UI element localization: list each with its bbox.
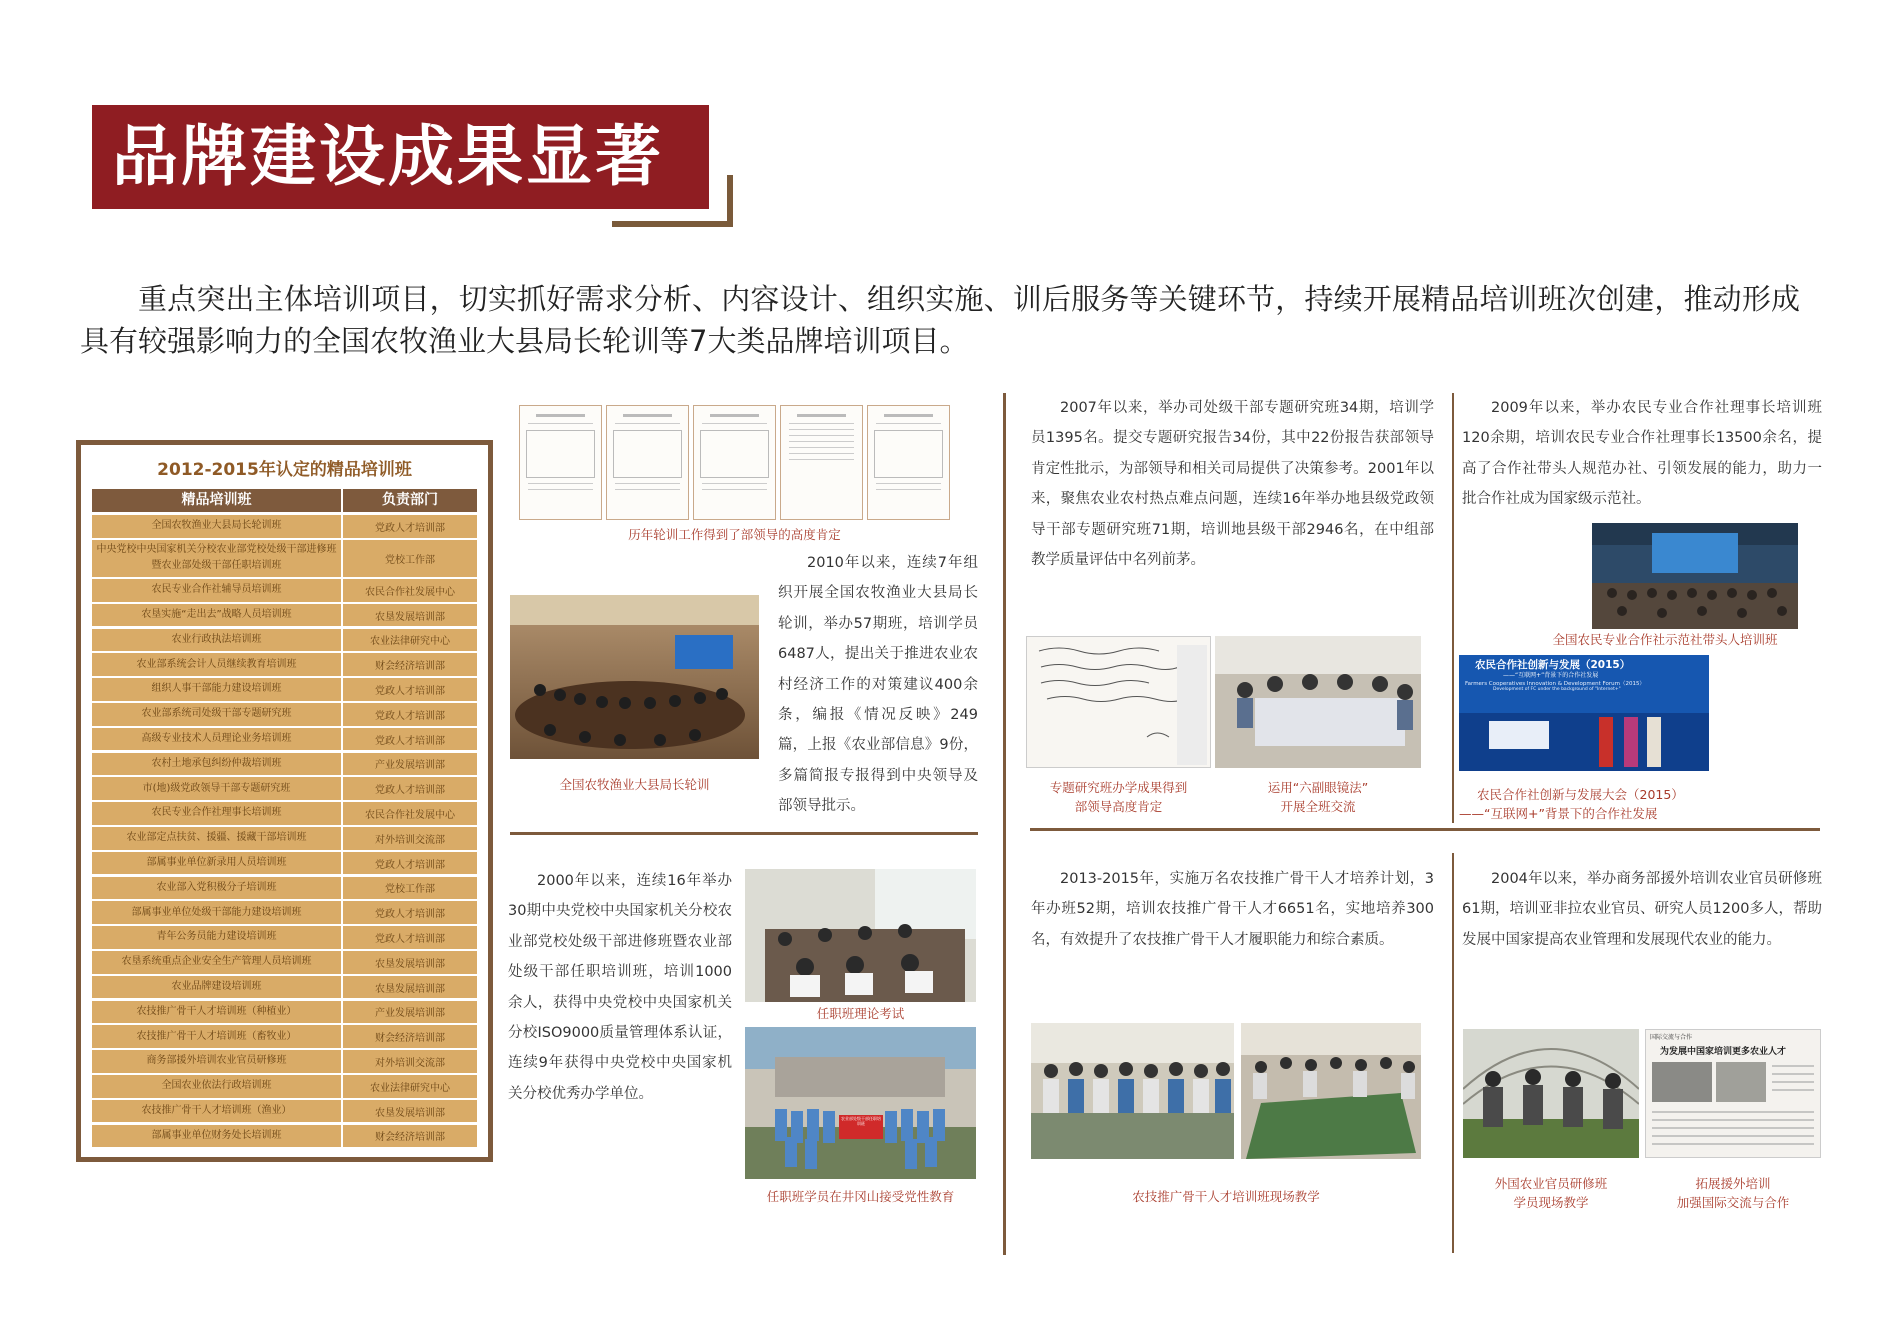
caption-line: 外国农业官员研修班 xyxy=(1494,1176,1608,1191)
table-cell-dept: 财会经济培训部 xyxy=(343,653,477,676)
table-cell-course: 农业品牌建设培训班 xyxy=(92,976,341,999)
table-cell-dept: 党政人才培训部 xyxy=(343,678,477,701)
forum-english-title: Farmers Cooperatives Innovation & Development Forum（2015） xyxy=(1465,681,1645,687)
table-row xyxy=(92,777,477,800)
caption-line: 开展全班交流 xyxy=(1280,799,1356,814)
table-row xyxy=(92,852,477,875)
caption-line: 加强国际交流与合作 xyxy=(1676,1195,1790,1210)
table-cell-dept: 党政人才培训部 xyxy=(343,777,477,800)
table-header-course: 精品培训班 xyxy=(92,489,341,512)
table-cell-dept: 农垦发展培训部 xyxy=(343,976,477,999)
table-row xyxy=(92,728,477,751)
table-cell-course: 农业部入党积极分子培训班 xyxy=(92,877,341,900)
red-banner-text: 农业部处级干部任职培训班 xyxy=(841,1116,881,1126)
table-row xyxy=(92,540,477,577)
table-cell-dept: 农民合作社发展中心 xyxy=(343,802,477,825)
table-row xyxy=(92,976,477,999)
table-cell-dept: 对外培训交流部 xyxy=(343,827,477,850)
table-cell-dept: 农垦发展培训部 xyxy=(343,951,477,974)
table-cell-dept: 党政人才培训部 xyxy=(343,728,477,751)
table-cell-dept: 农民合作社发展中心 xyxy=(343,579,477,602)
table-row xyxy=(92,901,477,924)
approval-document-image xyxy=(606,405,689,520)
table-cell-course: 部属事业单位新录用人员培训班 xyxy=(92,852,341,875)
greenhouse-teaching-photo xyxy=(1463,1029,1639,1158)
table-cell-course: 农垦实施“走出去”战略人员培训班 xyxy=(92,604,341,627)
table-cell-course: 全国农牧渔业大县局长轮训班 xyxy=(92,515,341,538)
table-cell-dept: 农业法律研究中心 xyxy=(343,1075,477,1098)
table-cell-dept: 财会经济培训部 xyxy=(343,1025,477,1048)
table-cell-dept: 农垦发展培训部 xyxy=(343,604,477,627)
caption-exam: 任职班理论考试 xyxy=(816,1006,905,1021)
table-row xyxy=(92,604,477,627)
table-row xyxy=(92,926,477,949)
caption-juzhang-photo: 全国农牧渔业大县局长轮训 xyxy=(559,777,710,792)
table-cell-course: 农技推广骨干人才培训班（种植业） xyxy=(92,1001,341,1024)
table-cell-dept: 产业发展培训部 xyxy=(343,753,477,776)
column-divider xyxy=(1452,853,1454,1253)
table-cell-course: 农垦系统重点企业安全生产管理人员培训班 xyxy=(92,951,341,974)
forum-subtitle: ——“互联网+”背景下的合作社发展 xyxy=(1503,672,1599,679)
caption-hezuoshe-bottom xyxy=(1459,785,1709,823)
newspaper-headline: 为发展中国家培训更多农业人才 xyxy=(1660,1047,1787,1057)
model-display-photo xyxy=(1241,1023,1421,1159)
table-row xyxy=(92,802,477,825)
dangxiao-text: 2000年以来，连续16年举办30期中央党校中央国家机关分校农业部党校处级干部进修班暨农业部处级干部任职培训班，培训1000余人，获得中央党校中央国家机关分校ISO9000质量管理体系认证，连续9年获得中央党校中央国家机关分校优秀办学单位。 xyxy=(508,873,732,1102)
table-row xyxy=(92,1001,477,1024)
table-row xyxy=(92,629,477,652)
table-cell-course: 农业行政执法培训班 xyxy=(92,629,341,652)
table-row xyxy=(92,653,477,676)
caption-yuanwai-right xyxy=(1645,1174,1821,1212)
approval-document-image xyxy=(519,405,602,520)
table-cell-course: 农业部定点扶贫、援疆、援藏干部培训班 xyxy=(92,827,341,850)
intro-paragraph: 重点突出主体培训项目，切实抓好需求分析、内容设计、组织实施、训后服务等关键环节，持续开展精品培训班次创建，推动形成具有较强影响力的全国农牧渔业大县局长轮训等7大类品牌培训项目。 xyxy=(80,282,1800,358)
caption-line: 部领导高度肯定 xyxy=(1074,799,1163,814)
table-row xyxy=(92,827,477,850)
caption-yuanwai-left xyxy=(1463,1174,1639,1212)
table-cell-dept: 党政人才培训部 xyxy=(343,703,477,726)
title-bracket xyxy=(612,221,733,227)
table-cell-dept: 产业发展培训部 xyxy=(343,1001,477,1024)
table-cell-dept: 财会经济培训部 xyxy=(343,1125,477,1148)
table-row xyxy=(92,1125,477,1148)
forum-title: 农民合作社创新与发展（2015） xyxy=(1475,659,1631,671)
yuanwai-text: 2004年以来，举办商务部援外培训农业官员研修班61期，培训亚非拉农业官员、研究人员1200多人，帮助发展中国家提高农业管理和发展现代农业的能力。 xyxy=(1462,871,1822,948)
section-divider xyxy=(510,832,978,835)
table-cell-course: 全国农业依法行政培训班 xyxy=(92,1075,341,1098)
table-cell-dept: 农业法律研究中心 xyxy=(343,629,477,652)
caption-jinggangshan: 任职班学员在井冈山接受党性教育 xyxy=(766,1189,955,1204)
caption-zhuanti-right xyxy=(1215,778,1421,816)
table-cell-course: 农业部系统司处级干部专题研究班 xyxy=(92,703,341,726)
table-cell-course: 市(地)级党政领导干部专题研究班 xyxy=(92,777,341,800)
newspaper-clipping-image xyxy=(1645,1029,1821,1158)
table-row xyxy=(92,579,477,602)
table-cell-course: 高级专业技术人员理论业务培训班 xyxy=(92,728,341,751)
table-cell-dept: 党政人才培训部 xyxy=(343,852,477,875)
group-discussion-photo xyxy=(1215,636,1421,768)
table-row xyxy=(92,1075,477,1098)
caption-approval-docs: 历年轮训工作得到了部领导的高度肯定 xyxy=(628,527,841,542)
table-cell-course: 中央党校中央国家机关分校农业部党校处级干部进修班暨农业部处级干部任职培训班 xyxy=(92,540,341,577)
juzhang-text: 2010年以来，连续7年组织开展全国农牧渔业大县局长轮训，举办57期班，培训学员6487人，提出关于推进农业农村经济工作的对策建议400余条，编报《情况反映》249篇，上报《农业部信息》9份，多篇简报专报得到中央领导及部领导批示。 xyxy=(778,555,978,815)
approval-document-image xyxy=(780,405,863,520)
table-row xyxy=(92,877,477,900)
course-table-panel xyxy=(76,440,493,1162)
table-header xyxy=(92,489,477,512)
caption-line: 运用“六副眼镜法” xyxy=(1267,780,1369,795)
table-cell-course: 商务部援外培训农业官员研修班 xyxy=(92,1050,341,1073)
hezuoshe-text: 2009年以来，举办农民专业合作社理事长培训班120余期，培训农民专业合作社理事长13500余名，提高了合作社带头人规范办社、引领发展的能力，助力一批合作社成为国家级示范社。 xyxy=(1462,400,1822,508)
conference-hall-photo xyxy=(510,595,759,759)
table-cell-course: 青年公务员能力建设培训班 xyxy=(92,926,341,949)
exam-classroom-photo xyxy=(745,869,976,1002)
handwritten-approval-image xyxy=(1026,636,1211,768)
cooperative-training-hall-photo xyxy=(1592,523,1798,629)
caption-line: 拓展援外培训 xyxy=(1695,1176,1771,1191)
column-divider xyxy=(1003,393,1006,1255)
table-cell-course: 农民专业合作社辅导员培训班 xyxy=(92,579,341,602)
caption-line: 农民合作社创新与发展大会（2015） xyxy=(1477,787,1684,802)
table-cell-course: 部属事业单位财务处长培训班 xyxy=(92,1125,341,1148)
table-cell-course: 农民专业合作社理事长培训班 xyxy=(92,802,341,825)
table-cell-course: 农村土地承包纠纷仲裁培训班 xyxy=(92,753,341,776)
caption-nongji: 农技推广骨干人才培训班现场教学 xyxy=(1132,1189,1320,1204)
approval-document-image xyxy=(693,405,776,520)
table-title: 2012-2015年认定的精品培训班 xyxy=(157,460,412,480)
table-cell-dept: 党校工作部 xyxy=(343,877,477,900)
table-header-dept: 负责部门 xyxy=(343,489,477,512)
caption-line: ——“互联网+”背景下的合作社发展 xyxy=(1459,806,1658,821)
table-row xyxy=(92,1050,477,1073)
table-cell-course: 农技推广骨干人才培训班（渔业） xyxy=(92,1100,341,1123)
table-cell-dept: 对外培训交流部 xyxy=(343,1050,477,1073)
caption-hezuoshe-top: 全国农民专业合作社示范社带头人培训班 xyxy=(1552,632,1778,647)
table-row xyxy=(92,951,477,974)
table-cell-dept: 党政人才培训部 xyxy=(343,901,477,924)
column-divider xyxy=(1452,393,1454,823)
title-banner xyxy=(92,105,709,209)
table-cell-dept: 党政人才培训部 xyxy=(343,926,477,949)
table-row xyxy=(92,1025,477,1048)
table-cell-course: 农业部系统会计人员继续教育培训班 xyxy=(92,653,341,676)
approval-document-image xyxy=(867,405,950,520)
title-bracket xyxy=(727,175,733,227)
table-cell-dept: 农垦发展培训部 xyxy=(343,1100,477,1123)
newspaper-section-header: 国际交流与合作 xyxy=(1650,1034,1693,1041)
table-cell-dept: 党政人才培训部 xyxy=(343,515,477,538)
table-row xyxy=(92,753,477,776)
table-cell-course: 部属事业单位处级干部能力建设培训班 xyxy=(92,901,341,924)
table-row xyxy=(92,515,477,538)
field-teaching-photo xyxy=(1031,1023,1234,1159)
caption-line: 学员现场教学 xyxy=(1513,1195,1589,1210)
table-row xyxy=(92,1100,477,1123)
table-row xyxy=(92,703,477,726)
forum-english-subtitle: Development of FC under the background of "Internet+" xyxy=(1493,687,1621,692)
caption-zhuanti-left xyxy=(1026,778,1211,816)
page-title: 品牌建设成果显著 xyxy=(112,118,664,195)
zhuanti-text: 2007年以来，举办司处级干部专题研究班34期，培训学员1395名。提交专题研究报告34份，其中22份报告获部领导肯定性批示，为部领导和相关司局提供了决策参考。2001年以来，聚焦农业农村热点难点问题，连续16年举办地县级党政领导干部专题研究班71期，培训地县级干部2946名，在中组部教学质量评估中名列前茅。 xyxy=(1031,400,1434,569)
table-row xyxy=(92,678,477,701)
table-cell-course: 农技推广骨干人才培训班（畜牧业） xyxy=(92,1025,341,1048)
table-cell-course: 组织人事干部能力建设培训班 xyxy=(92,678,341,701)
section-divider xyxy=(1030,828,1820,831)
forum-stage-photo xyxy=(1459,655,1709,771)
jinggangshan-group-photo xyxy=(745,1027,976,1179)
nongji-text: 2013-2015年，实施万名农技推广骨干人才培养计划，3年办班52期，培训农技推广骨干人才6651名，实地培养300名，有效提升了农技推广骨干人才履职能力和综合素质。 xyxy=(1031,871,1434,948)
caption-line: 专题研究班办学成果得到 xyxy=(1049,780,1188,795)
table-cell-dept: 党校工作部 xyxy=(343,540,477,577)
